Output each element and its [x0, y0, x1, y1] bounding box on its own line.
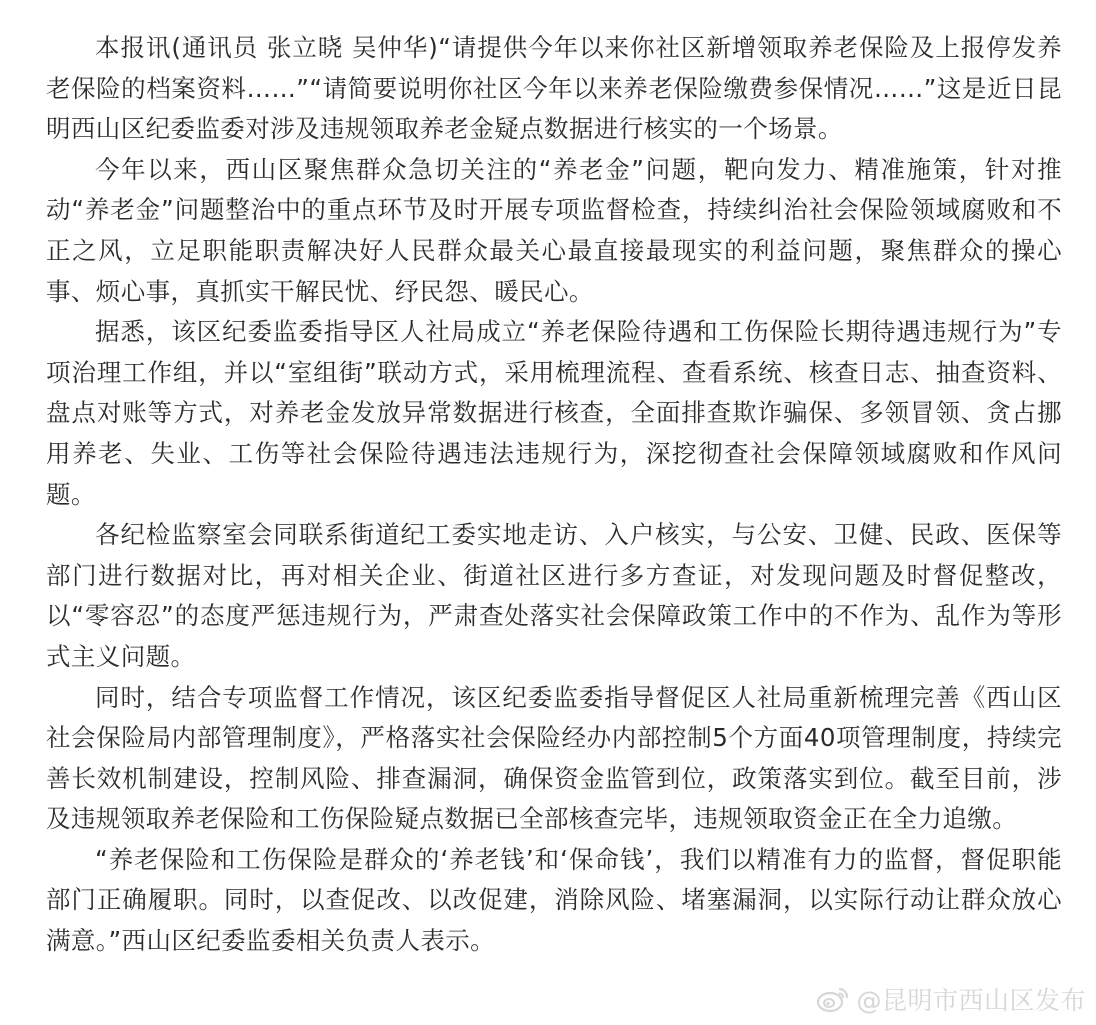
- weibo-icon: [816, 985, 850, 1013]
- paragraph-2: 今年以来，西山区聚焦群众急切关注的“养老金”问题，靶向发力、精准施策，针对推动“养老金”问题整治中的重点环节及时开展专项监督检查，持续纠治社会保险领域腐败和不正之风，立足职能职责解决好人民群众最关心最直接最现实的利益问题，聚焦群众的操心事、烦心事，真抓实干解民忧、纾民怨、暖民心。: [46, 154, 1062, 306]
- paragraph-5: 同时，结合专项监督工作情况，该区纪委监委指导督促区人社局重新梳理完善《西山区社会保险局内部管理制度》，严格落实社会保险经办内部控制5个方面40项管理制度，持续完善长效机制建设，控制风险、排查漏洞，确保资金监管到位，政策落实到位。截至目前，涉及违规领取养老保险和工伤保险疑点数据已全部核查完毕，违规领取资金正在全力追缴。: [46, 682, 1062, 834]
- paragraph-3: 据悉，该区纪委监委指导区人社局成立“养老保险待遇和工伤保险长期待遇违规行为”专项治理工作组，并以“室组街”联动方式，采用梳理流程、查看系统、核查日志、抽查资料、盘点对账等方式，对养老金发放异常数据进行核查，全面排查欺诈骗保、多领冒领、贪占挪用养老、失业、工伤等社会保险待遇违法违规行为，深挖彻查社会保障领域腐败和作风问题。: [46, 317, 1062, 509]
- watermark-text: @昆明市西山区发布: [856, 986, 1086, 1015]
- paragraph-6: “养老保险和工伤保险是群众的‘养老钱’和‘保命钱’，我们以精准有力的监督，督促职能部门正确履职。同时，以查促改、以改促建，消除风险、堵塞漏洞，以实际行动让群众放心满意。”西山区纪委监委相关负责人表示。: [46, 844, 1062, 956]
- paragraph-4: 各纪检监察室会同联系街道纪工委实地走访、入户核实，与公安、卫健、民政、医保等部门进行数据对比，再对相关企业、街道社区进行多方查证，对发现问题及时督促整改，以“零容忍”的态度严惩违规行为，严肃查处落实社会保障政策工作中的不作为、乱作为等形式主义问题。: [46, 520, 1062, 671]
- article-body: [46, 28, 1062, 962]
- paragraph-1: 本报讯(通讯员 张立晓 吴仲华)“请提供今年以来你社区新增领取养老保险及上报停发养老保险的档案资料……”“请简要说明你社区今年以来养老保险缴费参保情况……”这是近日昆明西山区纪委监委对涉及违规领取养老金疑点数据进行核实的一个场景。: [46, 33, 1062, 144]
- weibo-watermark: [816, 981, 1086, 1017]
